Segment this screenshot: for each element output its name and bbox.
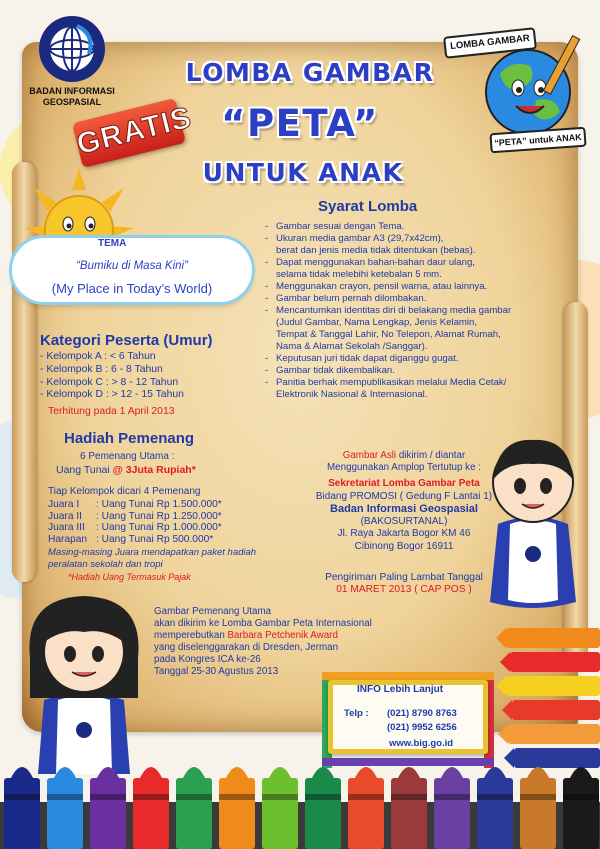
title-line2: “PETA”: [221, 102, 379, 145]
prize-rank: Harapan: [48, 533, 88, 545]
prize-amount: : Uang Tunai Rp 500.000*: [96, 533, 214, 545]
hadiah-uang-value: @ 3Juta Rupiah*: [112, 464, 196, 476]
prize-row: [48, 499, 222, 511]
syarat-item: - Panitia berhak mempublikasikan melalui Media Cetak/ Elektronik Nasional & Internasional.: [262, 377, 580, 401]
pemenang-line2: akan dikirim ke Lomba Gambar Peta Internasional: [154, 618, 372, 629]
pemenang-line1: Gambar Pemenang Utama: [154, 606, 272, 617]
hadiah-title: Hadiah Pemenang: [64, 430, 195, 447]
prize-row: [48, 522, 222, 534]
syarat-item: - Gambar belum pernah dilombakan.: [262, 293, 580, 305]
pemenang-line3a: memperebutkan: [154, 630, 228, 641]
pemenang-info: [154, 606, 454, 678]
emblem-banner: LOMBA GAMBAR: [443, 27, 537, 58]
deadline-value: 01 MARET 2013 ( CAP POS ): [336, 584, 472, 596]
info-tel1: (021) 8790 8763: [387, 708, 457, 719]
sekretariat-singkatan: (BAKOSURTANAL): [360, 515, 448, 527]
prize-amount: : Uang Tunai Rp 1.000.000*: [96, 522, 222, 534]
syarat-list: [262, 221, 580, 401]
info-title: INFO Lebih Lanjut: [357, 684, 444, 695]
prize-amount: : Uang Tunai Rp 1.250.000*: [96, 510, 222, 522]
tema-subtitle: (My Place in Today’s World): [51, 281, 213, 296]
syarat-item: - Mencantumkan identitas diri di belakang media gambar (Judul Gambar, Nama Lengkap, Jenis Kelamin, Tempat & Tanggal Lahir, No Telepon, Alamat Rumah, Nama & Alamat Sekolah /Sanggar).: [262, 305, 580, 353]
info-tel-label: Telp :: [344, 708, 369, 719]
prize-rank: Juara I: [48, 499, 80, 510]
hadiah-uang: [56, 464, 196, 476]
kategori-title: Kategori Peserta (Umur): [40, 332, 213, 349]
sekretariat-alamat2: Cibinong Bogor 16911: [354, 540, 454, 552]
globe-logo-icon: [37, 14, 107, 84]
prize-table: [48, 499, 222, 545]
info-web: www.big.go.id: [389, 738, 454, 749]
syarat-title: Syarat Lomba: [318, 198, 418, 215]
syarat-item: - Keputusan juri tidak dapat diganggu gugat.: [262, 353, 580, 365]
tema-title: “Bumiku di Masa Kini”: [76, 260, 188, 272]
sekretariat-alamat1: Jl. Raya Jakarta Bogor KM 46: [337, 528, 471, 540]
award-name: Barbara Petchenik Award: [227, 630, 338, 641]
pengiriman-line1-rest: dikirim / diantar: [396, 450, 466, 461]
hadiah-tiap: Tiap Kelompok dicari 4 Pemenang: [48, 486, 201, 497]
prize-rank: Juara III: [48, 522, 85, 534]
tema-label: TEMA: [98, 238, 127, 249]
prize-rank: Juara II: [48, 510, 82, 522]
syarat-item: - Gambar sesuai dengan Tema.: [262, 221, 580, 233]
boy-mascot-icon: [478, 432, 588, 622]
kategori-item: - Kelompok B : 6 - 8 Tahun: [40, 363, 163, 375]
kategori-item: - Kelompok A : < 6 Tahun: [40, 351, 156, 362]
hadiah-pajak: *Hadiah Uang Termasuk Pajak: [68, 572, 191, 582]
pemenang-line5: pada Kongres ICA ke-26: [154, 654, 261, 665]
pemenang-line6: Tanggal 25-30 Agustus 2013: [154, 666, 279, 677]
logo-line2: GEOSPASIAL: [42, 97, 102, 107]
syarat-item: - Dapat menggunakan bahan-bahan daur ulang, selama tidak melebihi ketebalan 5 mm.: [262, 257, 580, 281]
crayon-row-icon: [0, 750, 600, 849]
pengiriman-line1-red: Gambar Asli: [342, 450, 397, 461]
sekretariat-badan: Badan Informasi Geospasial: [330, 503, 478, 516]
sekretariat-bidang: Bidang PROMOSI ( Gedung F Lantai 1): [315, 490, 493, 502]
pemenang-line3: [154, 630, 454, 642]
syarat-item: - Menggunakan crayon, pensil warna, atau lainnya.: [262, 281, 580, 293]
prize-row: [48, 534, 222, 546]
big-logo: [18, 14, 126, 108]
kategori-item: - Kelompok C : > 8 - 12 Tahun: [40, 376, 179, 388]
pemenang-line4: yang diselenggarakan di Dresden, Jerman: [154, 642, 339, 653]
deadline-label: Pengiriman Paling Lambat Tanggal: [325, 572, 483, 583]
prize-row: [48, 511, 222, 523]
pengiriman-line2: Menggunakan Amplop Tertutup ke :: [327, 462, 481, 473]
prize-amount: : Uang Tunai Rp 1.500.000*: [96, 499, 222, 510]
syarat-item: - Gambar tidak dikembalikan.: [262, 365, 580, 377]
hadiah-utama: 6 Pemenang Utama :: [80, 451, 175, 462]
hadiah-uang-label: Uang Tunai: [56, 464, 113, 476]
hadiah-paket: Masing-masing Juara mendapatkan paket hadiah peralatan sekolah dan tropi: [48, 547, 257, 570]
kategori-item: - Kelompok D : > 12 - 15 Tahun: [40, 389, 184, 401]
title-line3: UNTUK ANAK: [202, 158, 404, 187]
kategori-note: Terhitung pada 1 April 2013: [48, 406, 175, 417]
gratis-badge: GRATIS: [72, 98, 186, 168]
logo-line1: BADAN INFORMASI: [29, 86, 115, 96]
emblem-footer: “PETA” untuk ANAK: [489, 127, 586, 154]
syarat-item: - Ukuran media gambar A3 (29,7x42cm), berat dan jenis media tidak ditentukan (bebas).: [262, 233, 580, 257]
title-line1: LOMBA GAMBAR: [185, 58, 435, 87]
info-tel2: (021) 9952 6256: [387, 722, 457, 733]
sekretariat-name: Sekretariat Lomba Gambar Peta: [328, 478, 480, 489]
contest-emblem: [440, 14, 590, 154]
kategori-list: [40, 351, 240, 402]
